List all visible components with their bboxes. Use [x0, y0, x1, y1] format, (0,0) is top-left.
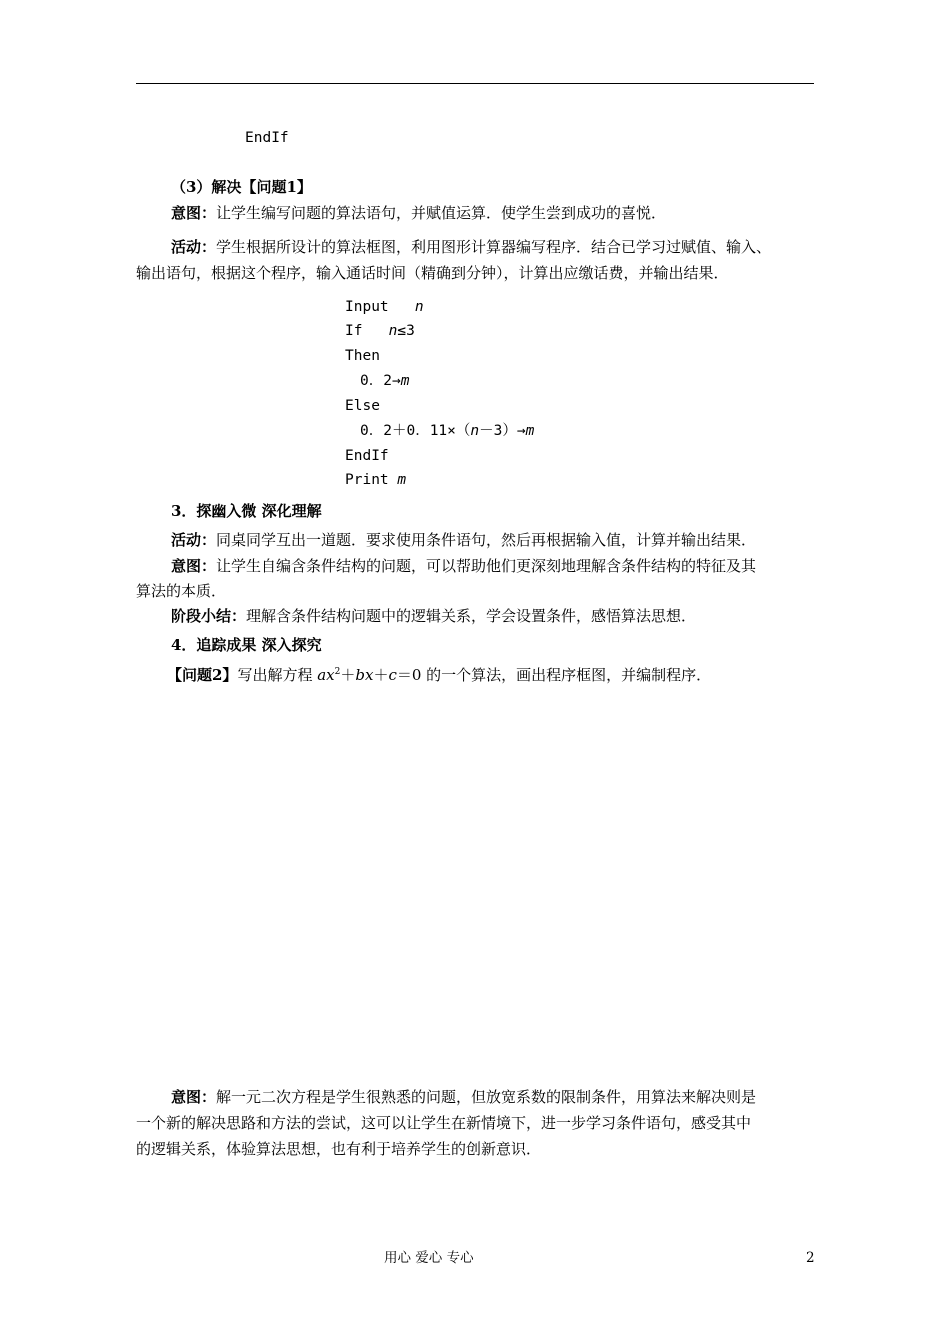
activity-paragraph-1 [171, 237, 771, 257]
intent-final-line-1: 解一元二次方程是学生很熟悉的问题，但放宽系数的限制条件，用算法来解决则是 [216, 1088, 757, 1106]
activity-line-1: 学生根据所设计的算法框图，利用图形计算器编写程序．结合已学习过赋值、输入、 [216, 238, 772, 256]
section-heading-3-1: （3）解决【问题1】 [171, 178, 312, 196]
code-endif-top: EndIf [245, 130, 289, 146]
program-line-6: 0．2＋0．11×（n－3）→m [360, 423, 535, 439]
page-number: 2 [806, 1250, 815, 1266]
activity-label: 活动： [171, 238, 217, 256]
problem-label: 【问题2】 [167, 666, 238, 684]
program-line-4: 0．2→m [360, 373, 410, 389]
program-line-1: Input n [345, 299, 424, 315]
summary-text: 理解含条件结构问题中的逻辑关系，学会设置条件，感悟算法思想． [246, 607, 697, 625]
intent-label: 意图： [171, 557, 217, 575]
footer-motto: 用心 爱心 专心 [384, 1250, 474, 1266]
intent-line-2: 算法的本质． [136, 582, 227, 600]
intent-paragraph-final [171, 1087, 756, 1107]
intent-label: 意图： [171, 204, 217, 222]
header-rule [136, 83, 814, 84]
intent-text: 让学生编写问题的算法语句，并赋值运算．使学生尝到成功的喜悦． [216, 204, 667, 222]
intent-paragraph-2 [171, 556, 756, 576]
activity-text: 同桌同学互出一道题．要求使用条件语句，然后再根据输入值，计算并输出结果． [216, 531, 757, 549]
program-line-5: Else [345, 398, 380, 414]
activity-label: 活动： [171, 531, 217, 549]
program-line-7: EndIf [345, 448, 389, 464]
intent-final-line-2: 一个新的解决思路和方法的尝试，这可以让学生在新情境下，进一步学习条件语句，感受其中 [136, 1114, 752, 1132]
section-heading-3: 3．探幽入微 深化理解 [171, 502, 322, 520]
activity-line-2: 输出语句，根据这个程序，输入通话时间（精确到分钟），计算出应缴话费，并输出结果． [136, 264, 729, 282]
activity-paragraph-2 [171, 530, 756, 550]
program-line-2: If n≤3 [345, 323, 415, 339]
section-heading-4: 4．追踪成果 深入探究 [171, 636, 322, 654]
program-line-8: Print m [345, 472, 407, 488]
intent-final-line-3: 的逻辑关系，体验算法思想，也有利于培养学生的创新意识． [136, 1140, 542, 1158]
intent-line-1: 让学生自编含条件结构的问题，可以帮助他们更深刻地理解含条件结构的特征及其 [216, 557, 757, 575]
summary-paragraph [171, 606, 696, 626]
intent-label: 意图： [171, 1088, 217, 1106]
intent-paragraph-1 [171, 203, 666, 223]
program-line-3: Then [345, 348, 380, 364]
summary-label: 阶段小结： [171, 607, 247, 625]
problem-2: 【问题2】写出解方程 $ax^2+bx+c=0$ 的一个算法，画出程序框图，并编制程序． [167, 666, 712, 684]
